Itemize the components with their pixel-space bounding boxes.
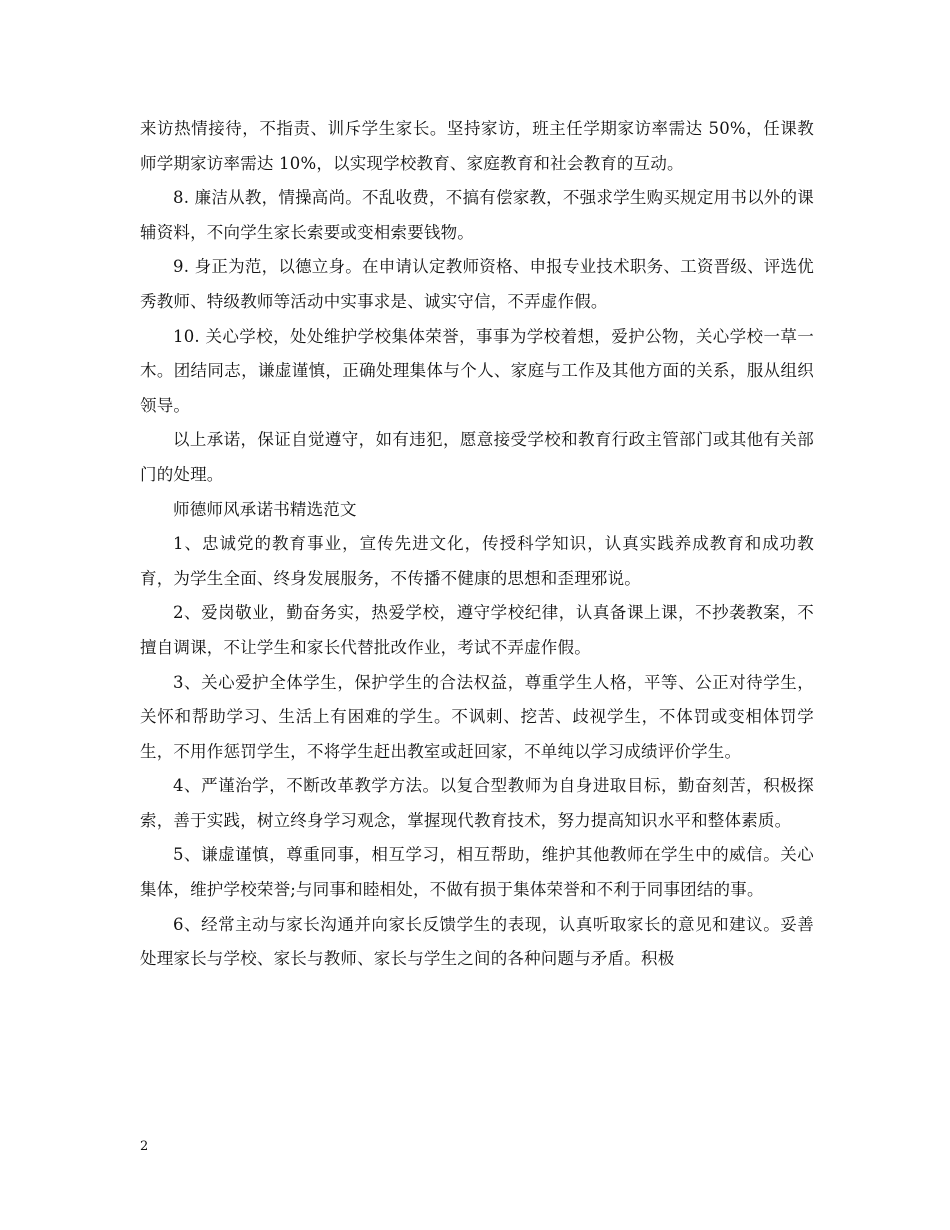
paragraph-item-5: 5、谦虚谨慎，尊重同事，相互学习，相互帮助，维护其他教师在学生中的威信。关心集体，维护学校荣誉;与同事和睦相处，不做有损于集体荣誉和不利于同事团结的事。 <box>140 845 814 900</box>
paragraph-closing-pledge: 以上承诺，保证自觉遵守，如有违犯，愿意接受学校和教育行政主管部门或其他有关部门的处理。 <box>140 430 814 484</box>
paragraph-item-9: 9. 身正为范，以德立身。在申请认定教师资格、申报专业技术职务、工资晋级、评选优秀教师、特级教师等活动中实事求是、诚实守信，不弄虚作假。 <box>140 257 814 311</box>
paragraph-item-1: 1、忠诚党的教育事业，宣传先进文化，传授科学知识，认真实践养成教育和成功教育，为学生全面、终身发展服务，不传播不健康的思想和歪理邪说。 <box>140 534 814 588</box>
page-number: 2 <box>140 1139 149 1154</box>
paragraph-item-8: 8. 廉洁从教，情操高尚。不乱收费，不搞有偿家教，不强求学生购买规定用书以外的课辅资料，不向学生家长索要或变相索要钱物。 <box>140 188 814 242</box>
paragraph-item-3: 3、关心爱护全体学生，保护学生的合法权益，尊重学生人格，平等、公正对待学生，关怀和帮助学习、生活上有困难的学生。不讽刺、挖苦、歧视学生，不体罚或变相体罚学生，不用作惩罚学生，不将学生赶出教室或赶回家，不单纯以学习成绩评价学生。 <box>140 672 814 761</box>
paragraph-item-6: 6、经常主动与家长沟通并向家长反馈学生的表现，认真听取家长的意见和建议。妥善处理家长与学校、家长与教师、家长与学生之间的各种问题与矛盾。积极 <box>140 914 814 969</box>
paragraph-item-2: 2、爱岗敬业，勤奋务实，热爱学校，遵守学校纪律，认真备课上课，不抄袭教案，不擅自调课，不让学生和家长代替批改作业，考试不弄虚作假。 <box>140 603 814 657</box>
paragraph-item-4: 4、严谨治学，不断改革教学方法。以复合型教师为自身进取目标，勤奋刻苦，积极探索，善于实践，树立终身学习观念，掌握现代教育技术，努力提高知识水平和整体素质。 <box>140 776 814 830</box>
paragraph-continuation: 来访热情接待，不指责、训斥学生家长。坚持家访，班主任学期家访率需达 50%，任课教师学期家访率需达 10%，以实现学校教育、家庭教育和社会教育的互动。 <box>140 119 814 173</box>
section-heading: 师德师风承诺书精选范文 <box>173 499 357 519</box>
document-body <box>140 112 814 977</box>
paragraph-item-10: 10. 关心学校，处处维护学校集体荣誉，事事为学校着想，爱护公物，关心学校一草一木。团结同志，谦虚谨慎，正确处理集体与个人、家庭与工作及其他方面的关系，服从组织领导。 <box>140 326 814 415</box>
